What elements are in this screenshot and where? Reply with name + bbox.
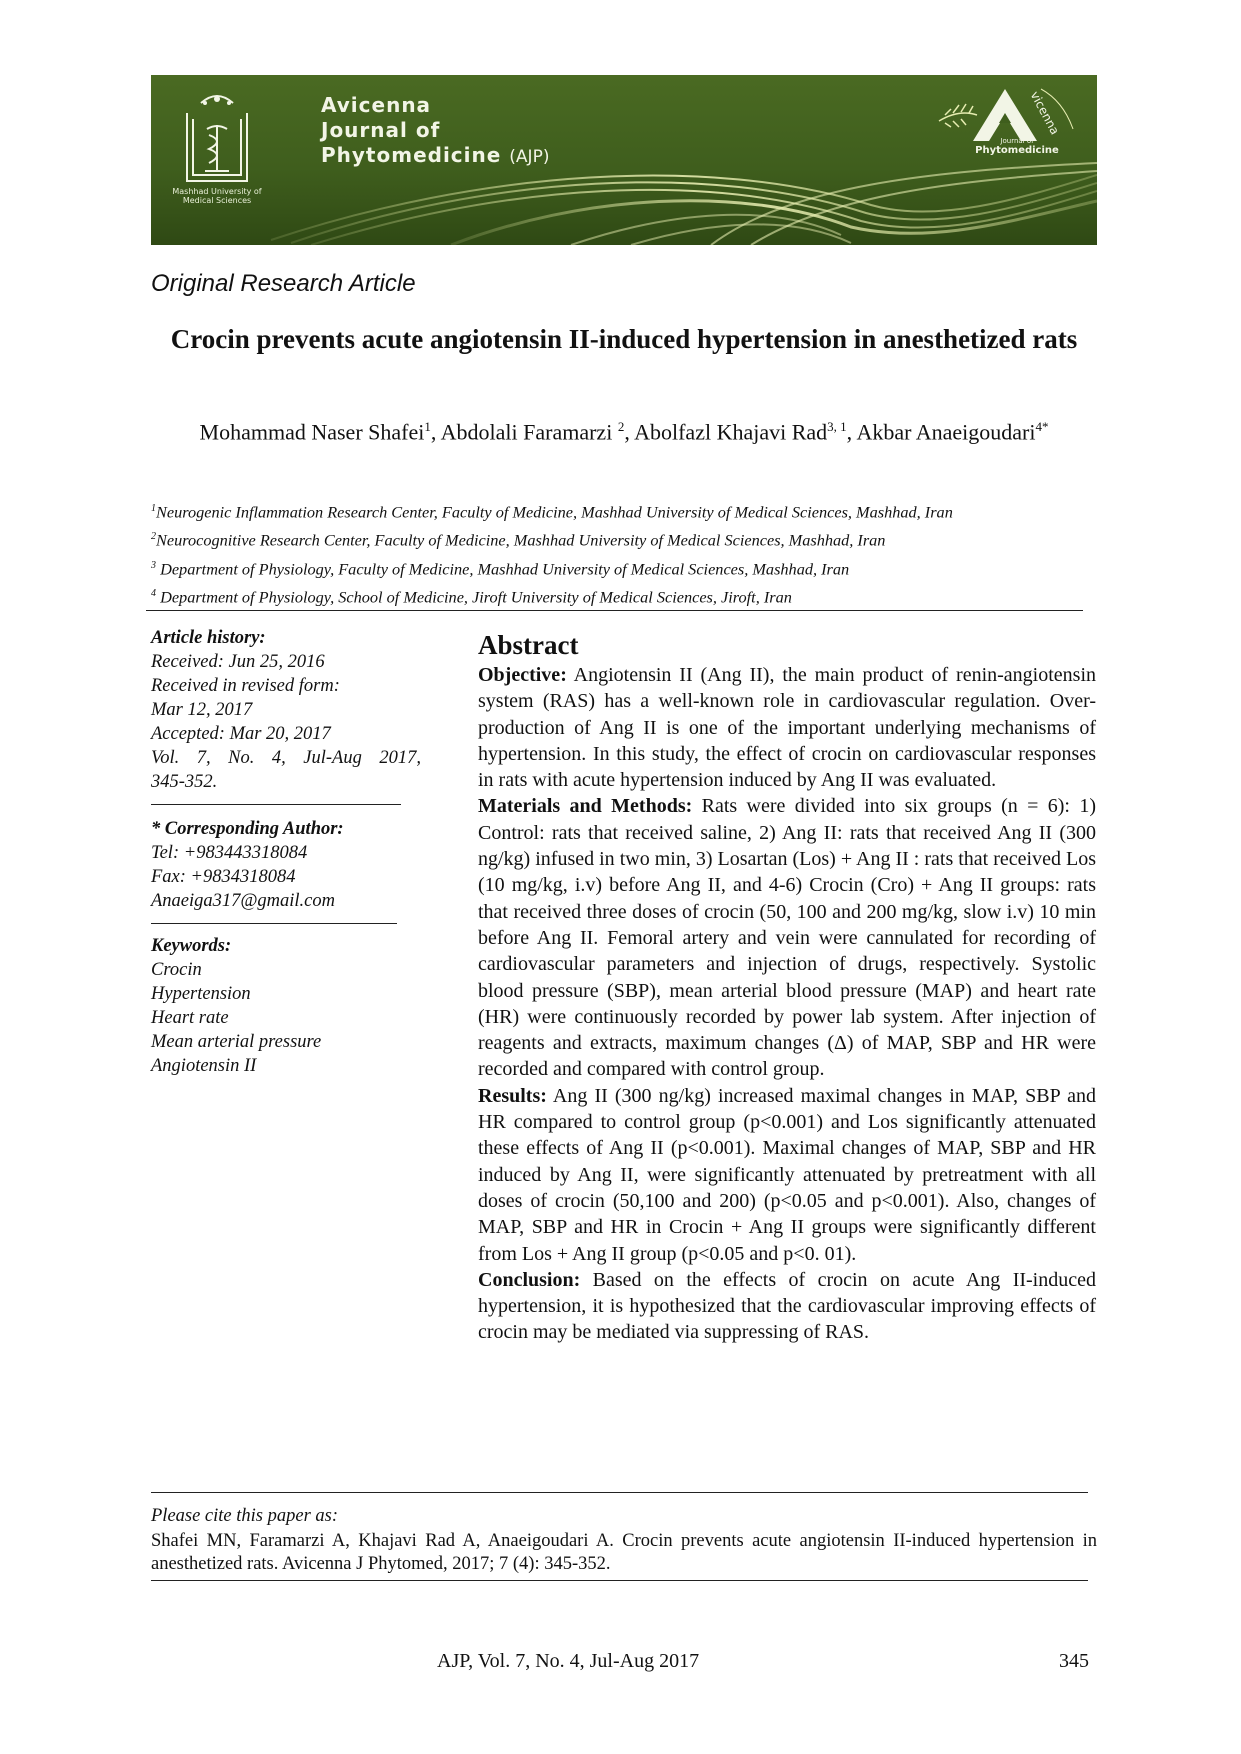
journal-name	[321, 93, 549, 170]
avicenna-logo-icon	[933, 81, 1083, 191]
corresponding-author-heading: * Corresponding Author:	[151, 819, 344, 839]
citation-divider	[151, 1580, 1088, 1581]
affiliation-number: 4	[151, 588, 156, 600]
citation-label: Please cite this paper as:	[151, 1506, 339, 1526]
author-name: , Akbar Anaeigoudari	[846, 419, 1036, 445]
journal-abbr: (AJP)	[509, 147, 550, 167]
keyword-item: Hypertension	[151, 984, 251, 1004]
conclusion-label: Conclusion:	[478, 1268, 581, 1291]
author-name: , Abdolali Faramarzi	[430, 419, 618, 445]
abstract-heading: Abstract	[478, 630, 579, 660]
corresponding-author	[151, 817, 421, 913]
article-history-heading: Article history:	[151, 628, 266, 648]
affiliation-item	[151, 496, 1097, 524]
university-name: Mashhad University of Medical Sciences	[172, 187, 262, 205]
affiliation-text: Neurocognitive Research Center, Faculty of Medicine, Mashhad University of Medical Sciences, Mashhad, Iran	[156, 530, 886, 550]
journal-banner	[151, 75, 1097, 245]
author-name: , Abolfazl Khajavi Rad	[624, 419, 828, 445]
author-email[interactable]: Anaeiga317@gmail.com	[151, 891, 336, 911]
methods-text: Rats were divided into six groups (n = 6): 1) Control: rats that received saline, 2) Ang II: rats that received Ang II (300 ng/kg) infused in two min, 3) Losartan (Los) + Ang II : rats that received Los (10 mg/kg, i.v) before Ang II, and 4-6) Crocin (Cro) + Ang II groups: rats that received three doses of crocin (50, 100 and 200 mg/kg, slow i.v) 10 min before Ang II. Femoral artery and vein were cannulated for recording of cardiovascular parameters and injection of drugs, respectively. Systolic blood pressure (SBP), mean arterial blood pressure (MAP) and heart rate (HR) were continuously recorded by power lab system. After injection of reagents and extracts, maximum changes (Δ) of MAP, SBP and HR were recorded and compared with control group.	[478, 795, 1096, 1081]
abstract-methods	[478, 793, 1096, 1082]
abstract-conclusion	[478, 1267, 1096, 1346]
affiliation-text: Department of Physiology, Faculty of Medicine, Mashhad University of Medical Sciences, Mashhad, Iran	[156, 559, 850, 579]
results-label: Results:	[478, 1084, 547, 1107]
right-logo-vertical-text: vicenna	[1027, 89, 1063, 138]
keyword-item: Mean arterial pressure	[151, 1032, 322, 1052]
methods-label: Materials and Methods:	[478, 795, 693, 818]
article-info-sidebar	[151, 626, 421, 1078]
objective-label: Objective:	[478, 664, 567, 686]
right-logo-caption	[957, 89, 1077, 156]
affiliation-item	[151, 524, 1097, 552]
revised-date: Mar 12, 2017	[151, 700, 253, 720]
author-affiliation-marker: 2	[617, 419, 625, 434]
sidebar-divider	[151, 923, 397, 924]
keyword-item: Crocin	[151, 960, 202, 980]
article-history	[151, 626, 421, 794]
abstract-results	[478, 1083, 1096, 1267]
page-number: 345	[1059, 1650, 1089, 1672]
article-title: Crocin prevents acute angiotensin II-induced hypertension in anesthetized rats	[170, 324, 1078, 354]
affiliation-number: 2	[151, 531, 156, 543]
revised-label: Received in revised form:	[151, 676, 340, 696]
author-list	[151, 413, 1097, 446]
citation-text: Shafei MN, Faramarzi A, Khajavi Rad A, Anaeigoudari A. Crocin prevents acute angiotensin II-induced hypertension in anesthetized rats. Avicenna J Phytomed, 2017; 7 (4): 345-352.	[151, 1531, 1097, 1574]
affiliation-number: 3	[151, 559, 156, 571]
sidebar-divider	[151, 804, 401, 805]
author-fax: Fax: +9834318084	[151, 867, 296, 887]
affiliation-item	[151, 581, 1097, 609]
right-logo-big-text: Phytomedicine	[975, 145, 1059, 156]
abstract-divider	[151, 1492, 1088, 1493]
affiliation-item	[151, 553, 1097, 581]
accepted-date: Accepted: Mar 20, 2017	[151, 724, 331, 744]
journal-name-line2: Journal of	[321, 118, 441, 142]
results-text: Ang II (300 ng/kg) increased maximal changes in MAP, SBP and HR compared to control group (p<0.001) and Los significantly attenuated these effects of Ang II (p<0.001). Maximal changes of MAP, SBP and HR induced by Ang II, were significantly attenuated by pretreatment with all doses of crocin (50,100 and 200) (p<0.05 and p<0.001). Also, changes of MAP, SBP and HR in Crocin + Ang II groups were significantly different from Los + Ang II group (p<0.05 and p<0. 01).	[478, 1084, 1096, 1265]
author-phone: Tel: +983443318084	[151, 843, 308, 863]
journal-name-line1: Avicenna	[321, 93, 432, 117]
abstract	[478, 628, 1096, 1346]
author-name: Mohammad Naser Shafei	[199, 419, 425, 445]
affiliations	[151, 496, 1097, 610]
keyword-item: Angiotensin II	[151, 1056, 257, 1076]
footer-journal-info: AJP, Vol. 7, No. 4, Jul-Aug 2017	[437, 1650, 700, 1672]
right-logo-small-text: Journal of	[1000, 137, 1034, 145]
author-affiliation-marker: 4*	[1035, 419, 1049, 434]
received-date: Received: Jun 25, 2016	[151, 652, 325, 672]
header-divider	[146, 610, 1083, 611]
volume-info: Vol. 7, No. 4, Jul-Aug 2017,	[151, 748, 421, 768]
objective-text: Angiotensin II (Ang II), the main product of renin-angiotensin system (RAS) has a well-known role in cardiovascular regulation. Over-production of Ang II is one of the important underlying mechanisms of hypertension. In this study, the effect of crocin on cardiovascular responses in rats with acute hypertension induced by Ang II was evaluated.	[478, 664, 1096, 792]
article-type: Original Research Article	[151, 270, 416, 297]
page-range: 345-352.	[151, 772, 218, 792]
keywords	[151, 934, 421, 1078]
abstract-objective	[478, 662, 1096, 793]
keyword-item: Heart rate	[151, 1008, 229, 1028]
conclusion-text: Based on the effects of crocin on acute Ang II-induced hypertension, it is hypothesized that the cardiovascular improving effects of crocin may be mediated via suppressing of RAS.	[478, 1268, 1096, 1344]
keywords-heading: Keywords:	[151, 936, 232, 956]
affiliation-text: Department of Physiology, School of Medicine, Jiroft University of Medical Sciences, Jiroft, Iran	[156, 587, 792, 607]
author-affiliation-marker: 3, 1	[827, 419, 847, 434]
affiliation-text: Neurogenic Inflammation Research Center, Faculty of Medicine, Mashhad University of Medical Sciences, Mashhad, Iran	[156, 502, 953, 522]
author-affiliation-marker: 1	[424, 419, 431, 434]
affiliation-number: 1	[151, 503, 156, 514]
journal-name-line3: Phytomedicine (AJP)	[321, 143, 550, 167]
